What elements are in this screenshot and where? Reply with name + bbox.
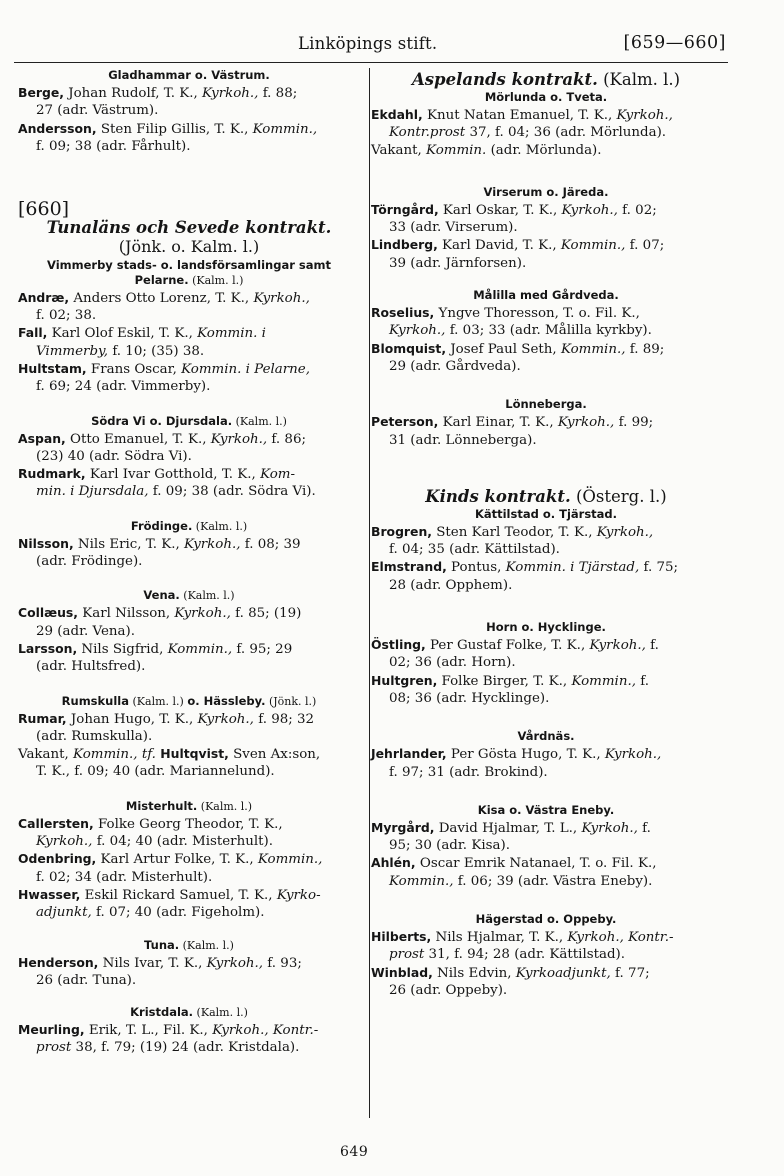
- parish-heading: Vena. (Kalm. l.): [143, 588, 235, 603]
- parish-heading: Frödinge. (Kalm. l.): [130, 518, 248, 533]
- clergy-entry: Hilberts, Nils Hjalmar, T. K., Kyrkoh., Kontr.- prost 31, f. 94; 28 (adr. Kättilstad).: [371, 929, 674, 963]
- clergy-entry: Myrgård, David Hjalmar, T. L., Kyrkoh., f. 95; 30 (adr. Kisa).: [371, 819, 651, 854]
- parish-heading: Vimmerby stads- o. landsförsamlingar samt Pelarne. (Kalm. l.): [47, 257, 331, 287]
- clergy-entry: Andræ, Anders Otto Lorenz, T. K., Kyrkoh., f. 02; 38.: [18, 289, 310, 324]
- clergy-entry: Callersten, Folke Georg Theodor, T. K., Kyrkoh., f. 04; 40 (adr. Misterhult).: [18, 815, 283, 850]
- clergy-entry: Jehrlander, Per Gösta Hugo, T. K., Kyrkoh., f. 97; 31 (adr. Brokind).: [371, 746, 662, 780]
- surname: Hwasser,: [18, 886, 81, 902]
- surname: Jehrlander,: [371, 746, 447, 762]
- clergy-entry: Roselius, Yngve Thoresson, T. o. Fil. K., Kyrkoh., f. 03; 33 (adr. Målilla kyrkby).: [371, 305, 652, 339]
- parish-heading: Kristdala. (Kalm. l.): [130, 1005, 248, 1020]
- page-number: 649: [340, 1144, 369, 1160]
- surname: Meurling,: [18, 1022, 85, 1038]
- parish-heading: Misterhult. (Kalm. l.): [125, 798, 253, 813]
- surname: Lindberg,: [371, 237, 438, 253]
- surname: Callersten,: [18, 815, 94, 831]
- parish-heading: Gladhammar o. Västrum.: [108, 68, 270, 82]
- clergy-entry: Blomquist, Josef Paul Seth, Kommin., f. 89; 29 (adr. Gårdveda).: [371, 340, 665, 374]
- parish-heading: Lönneberga.: [505, 397, 587, 412]
- clergy-entry: Winblad, Nils Edvin, Kyrkoadjunkt, f. 77; 26 (adr. Oppeby).: [371, 964, 650, 998]
- surname: Winblad,: [371, 964, 433, 980]
- header-rule: [14, 62, 728, 63]
- parish-heading: Kättilstad o. Tjärstad.: [474, 506, 618, 521]
- surname: Törngård,: [371, 201, 439, 217]
- clergy-entry: Larsson, Nils Sigfrid, Kommin., f. 95; 29 (adr. Hultsfred).: [18, 640, 293, 675]
- surname: Fall,: [18, 325, 48, 341]
- parish-heading: Vårdnäs.: [517, 729, 575, 744]
- surname: Elmstrand,: [371, 559, 447, 575]
- clergy-entry: Fall, Karl Olof Eskil, T. K., Kommin. i Vimmerby, f. 10; (35) 38.: [18, 325, 266, 359]
- surname: Rumar,: [18, 710, 67, 726]
- kontrakt-heading: Tunaläns och Sevede kontrakt.: [46, 218, 332, 238]
- clergy-entry: Berge, Johan Rudolf, T. K., Kyrkoh., f. 88; 27 (adr. Västrum).: [18, 85, 298, 119]
- clergy-entry: Andersson, Sten Filip Gillis, T. K., Kommin., f. 09; 38 (adr. Fårhult).: [18, 120, 318, 154]
- parish-heading: Södra Vi o. Djursdala. (Kalm. l.): [91, 413, 287, 428]
- clergy-entry: Brogren, Sten Karl Teodor, T. K., Kyrkoh., f. 04; 35 (adr. Kättilstad).: [371, 523, 654, 558]
- page-marker: [660]: [18, 198, 70, 221]
- clergy-entry: Ekdahl, Knut Natan Emanuel, T. K., Kyrkoh., Kontr.prost 37, f. 04; 36 (adr. Mörlunda).: [371, 107, 673, 141]
- parish-heading: Mörlunda o. Tveta.: [484, 90, 608, 104]
- clergy-entry: Collæus, Karl Nilsson, Kyrkoh., f. 85; (19) 29 (adr. Vena).: [18, 605, 302, 639]
- clergy-entry: Östling, Per Gustaf Folke, T. K., Kyrkoh., f. 02; 36 (adr. Horn).: [371, 637, 659, 671]
- column-divider: [369, 68, 370, 1118]
- parish-heading: Målilla med Gårdveda.: [473, 288, 619, 303]
- parish-heading: Virserum o. Järeda.: [483, 184, 609, 199]
- page-range: [659—660]: [623, 33, 726, 53]
- parish-heading: Horn o. Hycklinge.: [486, 620, 606, 635]
- right-column: [371, 68, 721, 999]
- left-column: [18, 68, 360, 1057]
- clergy-entry: Rumar, Johan Hugo, T. K., Kyrkoh., f. 98; 32 (adr. Rumskulla).: [18, 710, 315, 744]
- kontrakt-heading: Kinds kontrakt. (Österg. l.): [425, 486, 667, 506]
- clergy-entry: Henderson, Nils Ivar, T. K., Kyrkoh., f. 93; 26 (adr. Tuna).: [18, 954, 302, 988]
- clergy-entry: Vakant, Kommin., tf. Hultqvist, Sven Ax:son, T. K., f. 09; 40 (adr. Mariannelund).: [18, 746, 321, 780]
- surname: Ekdahl,: [371, 107, 423, 122]
- clergy-entry: Meurling, Erik, T. L., Fil. K., Kyrkoh., Kontr.- prost 38, f. 79; (19) 24 (adr. Kristdala).: [18, 1022, 319, 1056]
- surname: Hultstam,: [18, 360, 87, 376]
- clergy-entry: Peterson, Karl Einar, T. K., Kyrkoh., f. 99; 31 (adr. Lönneberga).: [371, 414, 654, 448]
- surname: Rudmark,: [18, 466, 86, 482]
- surname: Berge,: [18, 85, 64, 100]
- clergy-entry: Törngård, Karl Oskar, T. K., Kyrkoh., f. 02; 33 (adr. Virserum).: [371, 201, 657, 236]
- clergy-entry: Odenbring, Karl Artur Folke, T. K., Kommin., f. 02; 34 (adr. Misterhult).: [18, 851, 323, 885]
- parish-heading: Kisa o. Västra Eneby.: [477, 802, 615, 817]
- surname: Ahlén,: [371, 855, 416, 871]
- clergy-entry: Hwasser, Eskil Rickard Samuel, T. K., Kyrko- adjunkt, f. 07; 40 (adr. Figeholm).: [18, 886, 321, 921]
- running-title: Linköpings stift.: [298, 34, 438, 53]
- surname: Östling,: [371, 637, 426, 653]
- surname: Brogren,: [371, 523, 432, 539]
- surname: Myrgård,: [371, 819, 435, 835]
- surname: Hultqvist,: [155, 746, 229, 762]
- surname: Larsson,: [18, 640, 78, 656]
- surname: Andersson,: [18, 120, 97, 136]
- parish-heading: Rumskulla (Kalm. l.) o. Hässleby. (Jönk. l.): [61, 693, 317, 708]
- surname: Odenbring,: [18, 851, 97, 867]
- kontrakt-region: (Jönk. o. Kalm. l.): [118, 237, 260, 257]
- surname: Collæus,: [18, 605, 78, 621]
- kontrakt-heading: Aspelands kontrakt. (Kalm. l.): [411, 70, 681, 89]
- clergy-entry: Ahlén, Oscar Emrik Natanael, T. o. Fil. K., Kommin., f. 06; 39 (adr. Västra Eneby).: [371, 855, 657, 889]
- parish-heading: Hägerstad o. Oppeby.: [475, 912, 617, 927]
- surname: Peterson,: [371, 414, 439, 430]
- surname: Andræ,: [18, 289, 70, 305]
- clergy-entry: Rudmark, Karl Ivar Gotthold, T. K., Kom- min. i Djursdala, f. 09; 38 (adr. Södra Vi).: [18, 466, 316, 500]
- surname: Hilberts,: [371, 929, 432, 945]
- clergy-entry: Nilsson, Nils Eric, T. K., Kyrkoh., f. 08; 39 (adr. Frödinge).: [18, 535, 301, 570]
- surname: Henderson,: [18, 954, 99, 970]
- clergy-entry: Hultgren, Folke Birger, T. K., Kommin., f. 08; 36 (adr. Hycklinge).: [371, 672, 649, 706]
- clergy-entry: Lindberg, Karl David, T. K., Kommin., f. 07; 39 (adr. Järnforsen).: [371, 237, 665, 271]
- surname: Nilsson,: [18, 535, 74, 551]
- clergy-entry: Aspan, Otto Emanuel, T. K., Kyrkoh., f. 86; (23) 40 (adr. Södra Vi).: [18, 430, 306, 464]
- clergy-entry: Hultstam, Frans Oscar, Kommin. i Pelarne, f. 69; 24 (adr. Vimmerby).: [18, 360, 310, 395]
- parish-heading: Tuna. (Kalm. l.): [144, 937, 234, 952]
- surname: Roselius,: [371, 305, 435, 321]
- clergy-entry: Vakant, Kommin. (adr. Mörlunda).: [371, 142, 602, 158]
- clergy-entry: Elmstrand, Pontus, Kommin. i Tjärstad, f. 75; 28 (adr. Opphem).: [371, 559, 679, 593]
- surname: Blomquist,: [371, 340, 447, 356]
- surname: Aspan,: [18, 430, 66, 446]
- surname: Hultgren,: [371, 672, 438, 688]
